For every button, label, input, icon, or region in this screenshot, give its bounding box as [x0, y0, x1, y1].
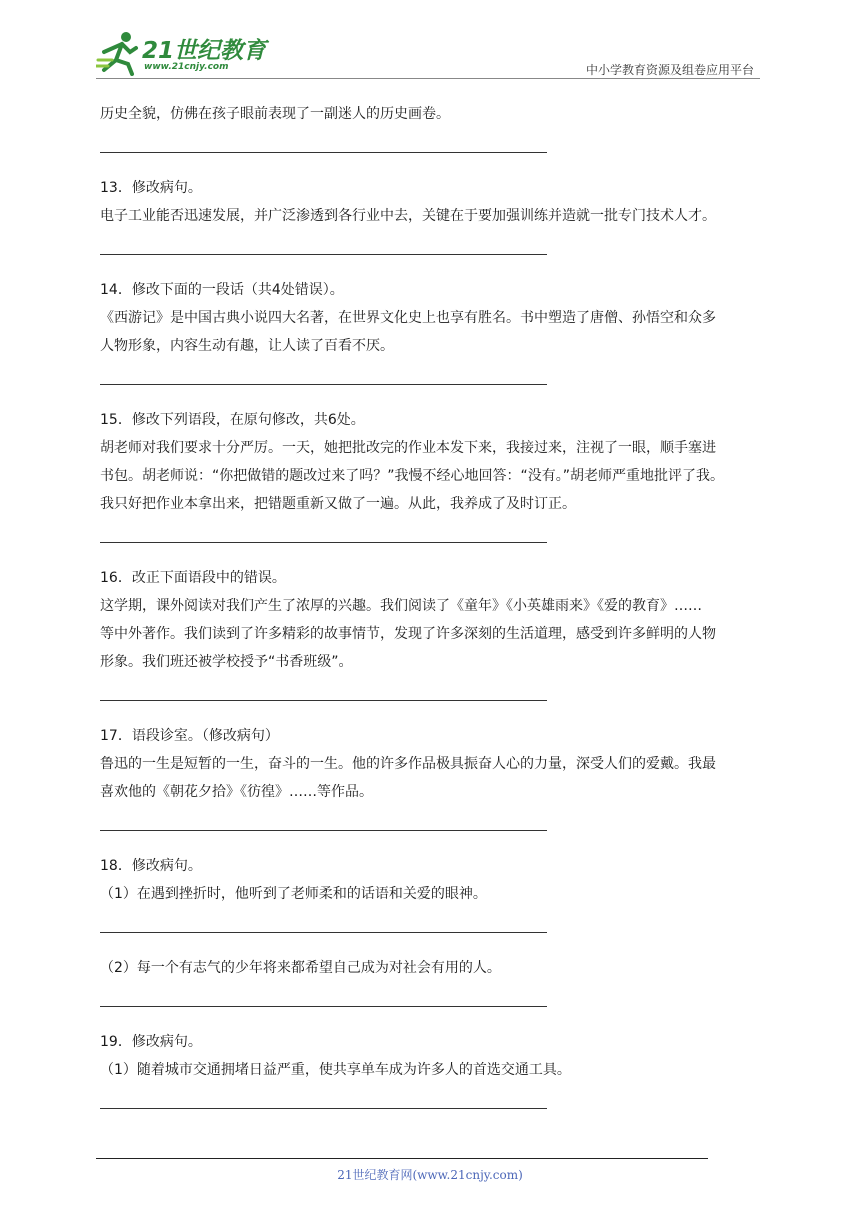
platform-name: 中小学教育资源及组卷应用平台: [585, 63, 754, 77]
paragraph-line: 人物形象，内容生动有趣，让人读了百看不厌。: [100, 338, 394, 354]
question-13: [100, 174, 764, 264]
paragraph-line: 等中外著作。我们读到了许多精彩的故事情节，发现了许多深刻的生活道理，感受到许多鲜明的人物: [100, 626, 716, 642]
sub-question: （1）随着城市交通拥堵日益严重，使共享单车成为许多人的首选交通工具。: [100, 1062, 571, 1078]
page-header: [0, 0, 860, 82]
paragraph-line: 鲁迅的一生是短暂的一生，奋斗的一生。他的许多作品极具振奋人心的力量，深受人们的爱戴。我最: [100, 756, 716, 772]
answer-line[interactable]: [100, 134, 764, 162]
answer-line[interactable]: [100, 914, 764, 942]
question-12-continued: [100, 100, 764, 162]
header-divider: [96, 78, 760, 79]
answer-line[interactable]: [100, 524, 764, 552]
question-title: 13．修改病句。: [100, 180, 202, 196]
question-18: [100, 852, 764, 1016]
answer-line[interactable]: [100, 1090, 764, 1118]
question-17: [100, 722, 764, 840]
document-body: [100, 100, 764, 1130]
question-16: [100, 564, 764, 710]
answer-line[interactable]: [100, 366, 764, 394]
question-title: 17．语段诊室。（修改病句）: [100, 728, 279, 744]
paragraph-line: 胡老师对我们要求十分严厉。一天，她把批改完的作业本发下来，我接过来，注视了一眼，顺手塞进: [100, 440, 716, 456]
sub-question: （1）在遇到挫折时，他听到了老师柔和的话语和关爱的眼神。: [100, 886, 487, 902]
question-title: 15．修改下列语段，在原句修改，共6处。: [100, 412, 365, 428]
paragraph-line: 我只好把作业本拿出来，把错题重新又做了一遍。从此，我养成了及时订正。: [100, 496, 576, 512]
question-19: [100, 1028, 764, 1118]
paragraph-line: 《西游记》是中国古典小说四大名著，在世界文化史上也享有胜名。书中塑造了唐僧、孙悟空和众多: [100, 310, 716, 326]
paragraph-line: 书包。胡老师说：“你把做错的题改过来了吗？”我慢不经心地回答：“没有。”胡老师严重地批评了我。: [100, 468, 725, 484]
answer-line[interactable]: [100, 682, 764, 710]
question-title: 19．修改病句。: [100, 1034, 202, 1050]
paragraph-line: 电子工业能否迅速发展，并广泛渗透到各行业中去，关键在于要加强训练并造就一批专门技术人才。: [100, 208, 716, 224]
runner-icon: [96, 30, 142, 76]
question-title: 14．修改下面的一段话（共4处错误）。: [100, 282, 344, 298]
paragraph-line: 形象。我们班还被学校授予“书香班级”。: [100, 654, 353, 670]
answer-line[interactable]: [100, 988, 764, 1016]
site-logo[interactable]: [96, 30, 266, 80]
answer-line[interactable]: [100, 236, 764, 264]
question-title: 16．改正下面语段中的错误。: [100, 570, 286, 586]
answer-line[interactable]: [100, 812, 764, 840]
logo-text: 21世纪教育: [142, 38, 267, 64]
footer-link[interactable]: 21世纪教育网(www.21cnjy.com): [337, 1168, 523, 1182]
footer-divider: [96, 1158, 708, 1159]
question-14: [100, 276, 764, 394]
question-15: [100, 406, 764, 552]
sub-question: （2）每一个有志气的少年将来都希望自己成为对社会有用的人。: [100, 960, 501, 976]
paragraph-line: 这学期，课外阅读对我们产生了浓厚的兴趣。我们阅读了《童年》《小英雄雨来》《爱的教育》……: [100, 598, 702, 614]
paragraph-line: 历史全貌，仿佛在孩子眼前表现了一副迷人的历史画卷。: [100, 106, 450, 122]
paragraph-line: 喜欢他的《朝花夕拾》《彷徨》……等作品。: [100, 784, 373, 800]
logo-url: www.21cnjy.com: [144, 62, 229, 72]
question-title: 18．修改病句。: [100, 858, 202, 874]
